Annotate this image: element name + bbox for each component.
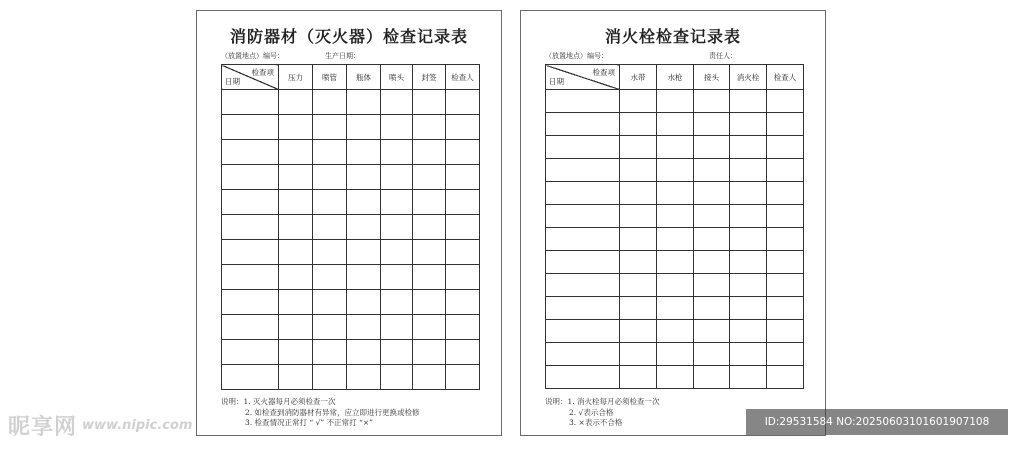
table-cell [730, 205, 767, 228]
table-cell [657, 320, 694, 343]
table-cell [313, 190, 347, 215]
table-cell [313, 140, 347, 165]
table-cell [279, 215, 313, 240]
table-cell [381, 190, 413, 215]
table-cell [767, 228, 804, 251]
table-cell [657, 182, 694, 205]
table-cell [767, 205, 804, 228]
hydrant-sheet [520, 10, 826, 436]
table-cell [730, 182, 767, 205]
table-row [222, 290, 480, 315]
table-cell [657, 343, 694, 366]
table-cell [347, 140, 381, 165]
table-cell [313, 290, 347, 315]
table-cell [446, 215, 480, 240]
column-header: 水枪 [657, 65, 694, 90]
table-cell [279, 115, 313, 140]
table-cell [222, 315, 279, 340]
table-cell [381, 365, 413, 390]
table-cell [546, 297, 620, 320]
fire-equipment-sheet [196, 10, 502, 436]
table-cell [381, 240, 413, 265]
table-cell [767, 113, 804, 136]
fire-equipment-notes [221, 397, 420, 429]
table-cell [730, 366, 767, 389]
table-row [546, 251, 804, 274]
note-line: 2. √表示合格 [569, 407, 614, 417]
table-cell [413, 290, 446, 315]
table-cell [657, 136, 694, 159]
table-cell [657, 90, 694, 113]
table-cell [313, 315, 347, 340]
table-cell [279, 90, 313, 115]
column-header: 压力 [279, 65, 313, 90]
fire-equipment-table-body [222, 90, 480, 390]
diagonal-header-cell [546, 65, 620, 90]
table-cell [620, 320, 657, 343]
table-cell [546, 182, 620, 205]
diagonal-header-cell [222, 65, 279, 90]
table-cell [546, 228, 620, 251]
table-cell [347, 90, 381, 115]
table-cell [730, 297, 767, 320]
table-cell [446, 115, 480, 140]
note-line: 1. 灭火器每月必须检查一次 [243, 397, 336, 406]
table-cell [279, 365, 313, 390]
table-cell [767, 159, 804, 182]
table-cell [694, 274, 730, 297]
table-row [222, 365, 480, 390]
table-cell [313, 90, 347, 115]
table-cell [730, 228, 767, 251]
table-cell [279, 290, 313, 315]
notes-prefix: 说明： [221, 397, 244, 406]
table-cell [694, 205, 730, 228]
table-cell [347, 315, 381, 340]
table-cell [546, 136, 620, 159]
table-cell [620, 366, 657, 389]
table-cell [413, 340, 446, 365]
table-row [222, 265, 480, 290]
table-cell [730, 320, 767, 343]
table-cell [657, 366, 694, 389]
table-cell [730, 159, 767, 182]
table-header-row [222, 65, 480, 90]
table-row [222, 90, 480, 115]
table-cell [381, 115, 413, 140]
hydrant-table [545, 64, 804, 389]
table-cell [381, 140, 413, 165]
table-cell [694, 228, 730, 251]
column-header: 喷头 [381, 65, 413, 90]
table-cell [730, 274, 767, 297]
table-cell [446, 190, 480, 215]
table-row [222, 140, 480, 165]
table-cell [620, 90, 657, 113]
table-cell [279, 315, 313, 340]
table-cell [279, 240, 313, 265]
table-cell [313, 340, 347, 365]
table-cell [657, 159, 694, 182]
table-cell [222, 265, 279, 290]
diag-check-item-label: 检查项 [251, 68, 274, 77]
table-cell [620, 113, 657, 136]
table-cell [657, 113, 694, 136]
table-row [546, 113, 804, 136]
table-cell [313, 365, 347, 390]
table-cell [381, 340, 413, 365]
table-cell [222, 365, 279, 390]
table-row [222, 340, 480, 365]
column-header: 封签 [413, 65, 446, 90]
column-header: 瓶体 [347, 65, 381, 90]
table-cell [222, 215, 279, 240]
table-cell [446, 290, 480, 315]
table-cell [620, 297, 657, 320]
table-cell [279, 340, 313, 365]
table-cell [222, 90, 279, 115]
table-cell [347, 215, 381, 240]
table-cell [347, 290, 381, 315]
table-row [546, 274, 804, 297]
watermark-logo: 昵享网 [8, 415, 78, 440]
table-cell [620, 136, 657, 159]
table-cell [546, 320, 620, 343]
column-header: 消火栓 [730, 65, 767, 90]
table-cell [446, 140, 480, 165]
table-cell [546, 90, 620, 113]
table-cell [620, 205, 657, 228]
table-cell [381, 265, 413, 290]
table-cell [413, 315, 446, 340]
table-cell [222, 290, 279, 315]
table-cell [279, 165, 313, 190]
table-cell [694, 343, 730, 366]
table-cell [546, 366, 620, 389]
table-cell [620, 343, 657, 366]
table-row [546, 205, 804, 228]
watermark-url: www.nipic.com [82, 418, 193, 433]
column-header: 检查人 [767, 65, 804, 90]
table-cell [694, 251, 730, 274]
table-cell [413, 190, 446, 215]
table-cell [313, 115, 347, 140]
table-cell [347, 165, 381, 190]
table-cell [694, 297, 730, 320]
table-row [546, 182, 804, 205]
table-cell [347, 115, 381, 140]
table-cell [222, 140, 279, 165]
location-number-label: （放置地点）编号： [221, 52, 284, 60]
table-cell [767, 136, 804, 159]
table-cell [657, 228, 694, 251]
table-cell [620, 182, 657, 205]
table-cell [313, 240, 347, 265]
table-cell [413, 215, 446, 240]
table-cell [347, 265, 381, 290]
table-cell [546, 113, 620, 136]
table-cell [381, 165, 413, 190]
table-cell [767, 90, 804, 113]
table-cell [279, 190, 313, 215]
table-cell [657, 297, 694, 320]
column-header: 检查人 [446, 65, 480, 90]
table-cell [694, 159, 730, 182]
table-cell [620, 228, 657, 251]
diag-date-label: 日期 [549, 77, 564, 86]
table-row [546, 159, 804, 182]
location-number-label: （放置地点）编号： [545, 52, 608, 60]
table-cell [313, 165, 347, 190]
notes-prefix: 说明： [545, 397, 568, 406]
table-cell [347, 190, 381, 215]
table-cell [222, 115, 279, 140]
table-cell [347, 365, 381, 390]
table-cell [413, 240, 446, 265]
table-cell [413, 265, 446, 290]
responsible-person-label: 责任人： [709, 52, 737, 60]
table-cell [546, 251, 620, 274]
table-cell [279, 140, 313, 165]
table-cell [767, 297, 804, 320]
note-line: 2. 如检查到消防器材有异常，应立即进行更换或检修 [245, 407, 420, 417]
table-row [222, 315, 480, 340]
table-cell [413, 165, 446, 190]
column-header: 喷管 [313, 65, 347, 90]
table-cell [222, 165, 279, 190]
table-header-row [546, 65, 804, 90]
table-cell [313, 215, 347, 240]
fire-equipment-table [221, 64, 480, 390]
table-cell [620, 159, 657, 182]
table-cell [694, 366, 730, 389]
table-cell [381, 290, 413, 315]
table-row [546, 228, 804, 251]
table-cell [546, 205, 620, 228]
table-cell [730, 343, 767, 366]
table-cell [446, 315, 480, 340]
table-cell [546, 274, 620, 297]
table-cell [694, 136, 730, 159]
table-row [546, 320, 804, 343]
table-cell [222, 190, 279, 215]
table-cell [694, 182, 730, 205]
table-cell [730, 113, 767, 136]
table-cell [730, 136, 767, 159]
table-cell [446, 165, 480, 190]
table-cell [347, 240, 381, 265]
table-cell [446, 90, 480, 115]
table-row [546, 297, 804, 320]
table-cell [657, 274, 694, 297]
table-cell [767, 366, 804, 389]
hydrant-table-body [546, 90, 804, 389]
table-cell [694, 320, 730, 343]
fire-equipment-title: 消防器材（灭火器）检查记录表 [229, 27, 468, 46]
table-cell [730, 90, 767, 113]
table-row [222, 190, 480, 215]
table-cell [694, 90, 730, 113]
table-cell [767, 251, 804, 274]
table-cell [413, 90, 446, 115]
table-cell [767, 274, 804, 297]
column-header: 接头 [694, 65, 730, 90]
table-row [546, 136, 804, 159]
table-cell [222, 240, 279, 265]
table-cell [413, 365, 446, 390]
table-row [222, 165, 480, 190]
hydrant-notes [545, 397, 660, 429]
table-row [546, 366, 804, 389]
table-cell [413, 140, 446, 165]
table-cell [767, 343, 804, 366]
table-cell [546, 159, 620, 182]
table-cell [381, 90, 413, 115]
table-cell [381, 215, 413, 240]
table-cell [446, 265, 480, 290]
diag-check-item-label: 检查项 [592, 68, 615, 77]
table-cell [446, 365, 480, 390]
diag-date-label: 日期 [225, 77, 240, 86]
table-cell [620, 251, 657, 274]
table-row [222, 115, 480, 140]
table-cell [446, 240, 480, 265]
table-row [222, 215, 480, 240]
table-cell [694, 113, 730, 136]
production-date-label: 生产日期： [325, 52, 360, 60]
note-line: 3. 检查情况正常打 “ √” 不正常打 “×” [245, 418, 373, 427]
table-row [546, 90, 804, 113]
note-line: 1. 消火栓每月必须检查一次 [567, 397, 660, 406]
table-cell [347, 340, 381, 365]
column-header: 水带 [620, 65, 657, 90]
note-line: 3. ×表示不合格 [569, 418, 623, 427]
table-cell [413, 115, 446, 140]
table-cell [313, 265, 347, 290]
hydrant-title: 消火栓检查记录表 [604, 27, 741, 46]
table-cell [381, 315, 413, 340]
table-cell [657, 251, 694, 274]
table-cell [767, 182, 804, 205]
table-row [222, 240, 480, 265]
table-row [546, 343, 804, 366]
image-id-bar: ID:29531584 NO:20250603101601907108 [746, 409, 1008, 435]
table-cell [446, 340, 480, 365]
table-cell [767, 320, 804, 343]
table-cell [222, 340, 279, 365]
table-cell [730, 251, 767, 274]
table-cell [620, 274, 657, 297]
table-cell [546, 343, 620, 366]
table-cell [657, 205, 694, 228]
table-cell [279, 265, 313, 290]
